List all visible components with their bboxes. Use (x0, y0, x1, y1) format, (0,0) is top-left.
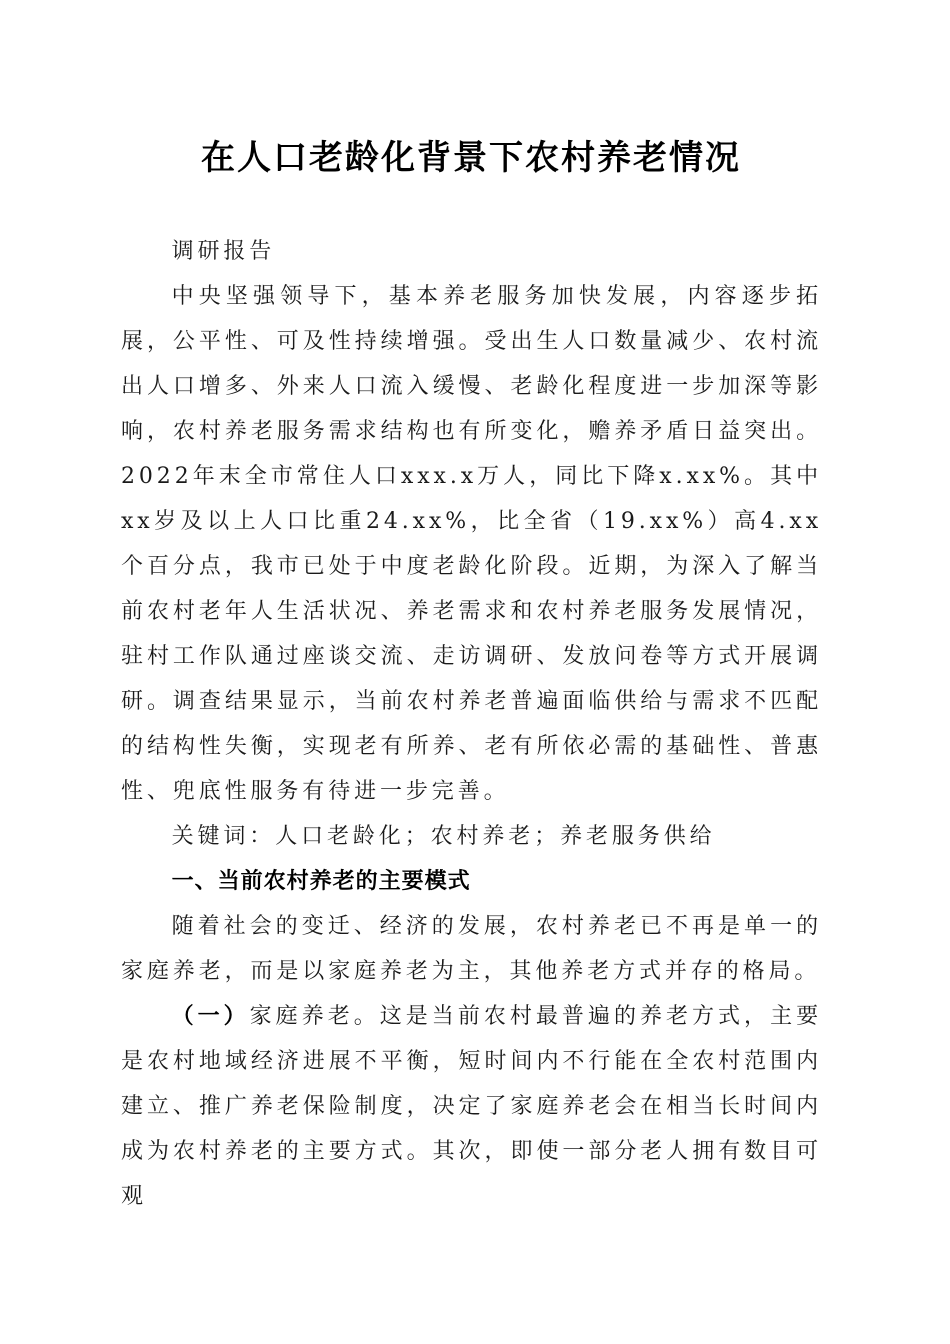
subsection-1-text: 这是当前农村最普遍的养老方式，主要是农村地域经济进展不平衡，短时间内不行能在全农村范围内建立、推广养老保险制度，决定了家庭养老会在相当长时间内成为农村养老的主要方式。其次，即使一部分老人拥有数目可观 (121, 1004, 822, 1209)
subsection-1-title: 家庭养老。 (249, 1004, 380, 1029)
keywords-line: 关键词：人口老龄化；农村养老；养老服务供给 (171, 824, 716, 849)
report-type-label: 调研报告 (171, 239, 276, 264)
document-title: 在人口老龄化背景下农村养老情况 (201, 138, 741, 178)
section-1-intro-paragraph: 随着社会的变迁、经济的发展，农村养老已不再是单一的家庭养老，而是以家庭养老为主，其他养老方式并存的格局。 (121, 914, 822, 984)
document-body (121, 229, 822, 1219)
abstract-paragraph: 中央坚强领导下，基本养老服务加快发展，内容逐步拓展，公平性、可及性持续增强。受出生人口数量减少、农村流出人口增多、外来人口流入缓慢、老龄化程度进一步加深等影响，农村养老服务需求结构也有所变化，赡养矛盾日益突出。2022年末全市常住人口xxx.x万人，同比下降x.xx%。其中xx岁及以上人口比重24.xx%，比全省（19.xx%）高4.xx个百分点，我市已处于中度老龄化阶段。近期，为深入了解当前农村老年人生活状况、养老需求和农村养老服务发展情况，驻村工作队通过座谈交流、走访调研、发放问卷等方式开展调研。调查结果显示，当前农村养老普遍面临供给与需求不匹配的结构性失衡，实现老有所养、老有所依必需的基础性、普惠性、兜底性服务有待进一步完善。 (121, 284, 822, 804)
subsection-1-number: （一） (171, 1003, 250, 1029)
section-heading-1: 一、当前农村养老的主要模式 (171, 869, 471, 894)
subsection-1-paragraph (121, 994, 822, 1219)
